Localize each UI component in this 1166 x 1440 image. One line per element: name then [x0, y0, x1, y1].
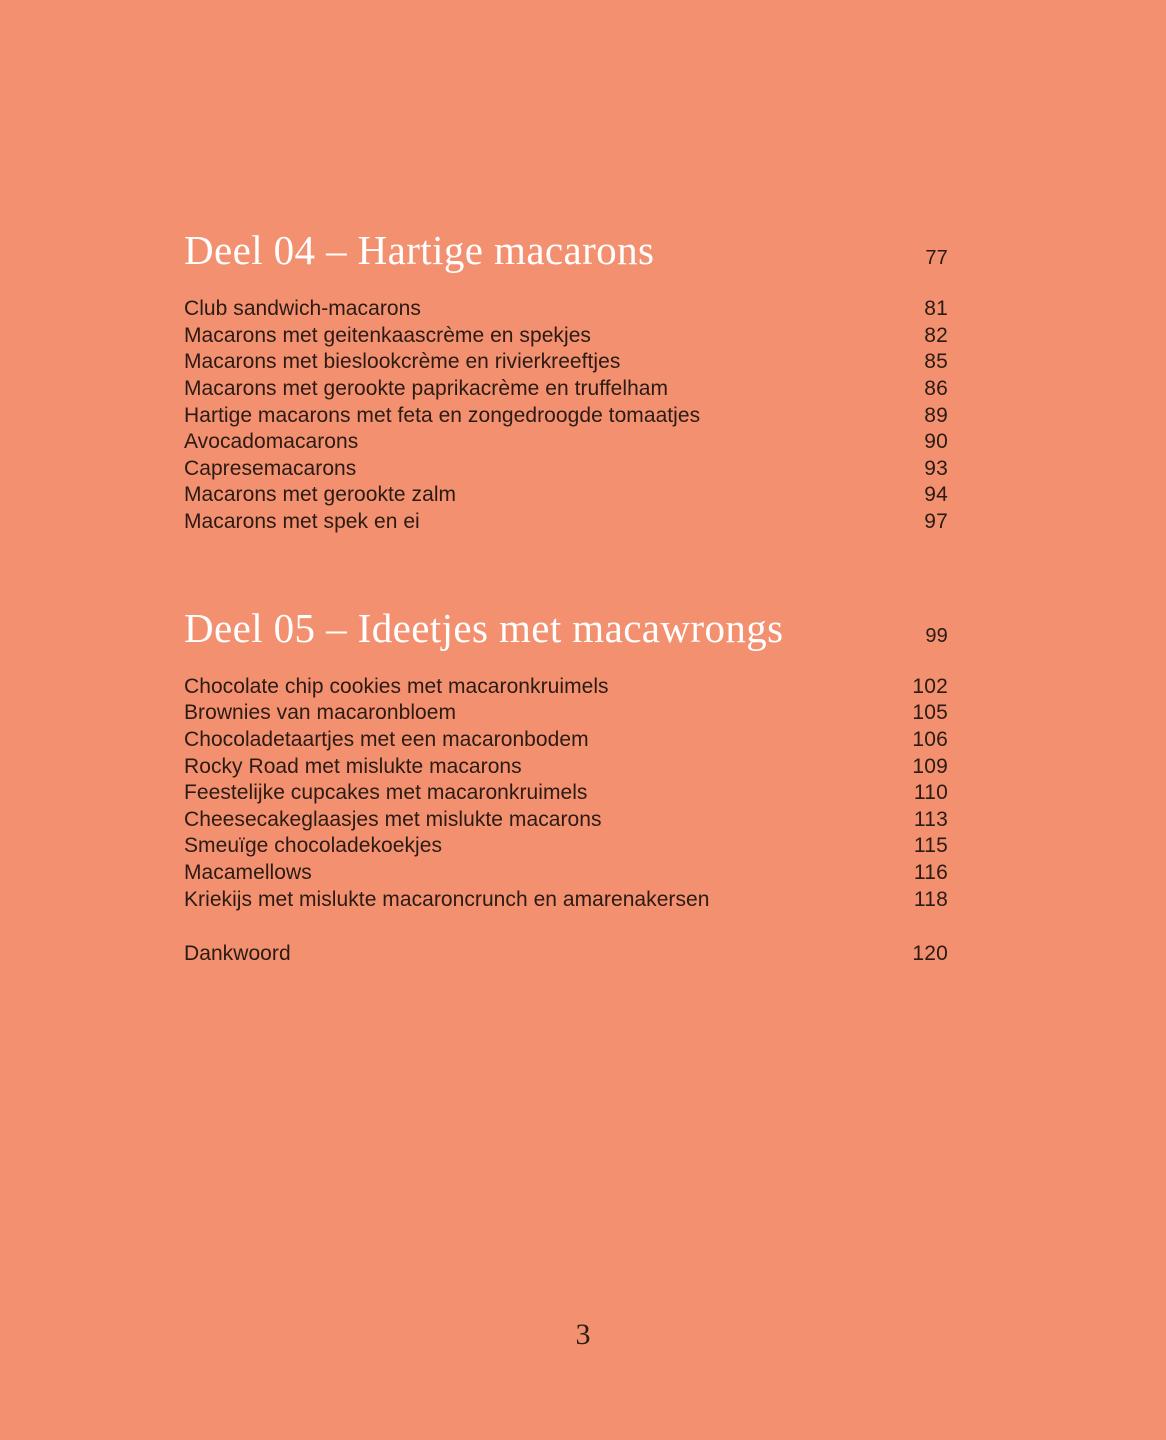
toc-entry[interactable]	[184, 323, 948, 350]
toc-entry-page-number: 86	[924, 377, 948, 401]
toc-entry-page-number: 116	[913, 861, 948, 885]
toc-entry-label: Macarons met spek en ei	[184, 510, 420, 534]
toc-section-title: Deel 04 – Hartige macarons	[184, 227, 655, 273]
toc-entry[interactable]	[184, 754, 948, 781]
toc-entry-page-number: 109	[912, 754, 948, 778]
toc-entry-page-number: 82	[924, 323, 948, 347]
toc-entry-page-number: 118	[913, 887, 948, 911]
toc-entry-label: Macarons met gerookte paprikacrème en truffelham	[184, 377, 669, 401]
toc-entry[interactable]	[184, 482, 948, 509]
toc-entry[interactable]	[184, 727, 948, 754]
toc-entry[interactable]	[184, 674, 948, 701]
toc-entry[interactable]	[184, 780, 948, 807]
toc-entry-label: Macamellows	[184, 861, 312, 885]
toc-entry-label: Macarons met bieslookcrème en rivierkreeftjes	[184, 350, 621, 374]
page-folio-number: 3	[575, 1318, 591, 1351]
toc-entry-page-number: 93	[924, 456, 948, 480]
toc-entry-page-number: 110	[913, 781, 948, 805]
toc-entry-label: Club sandwich-macarons	[184, 297, 421, 321]
toc-entry-label: Feestelijke cupcakes met macaronkruimels	[184, 781, 588, 805]
toc-entry-page-number: 102	[912, 674, 948, 698]
toc-entry-page-number: 115	[913, 834, 948, 858]
table-of-contents	[184, 228, 948, 968]
toc-entry-label: Dankwoord	[184, 942, 291, 966]
toc-entry-label: Cheesecakeglaasjes met mislukte macarons	[184, 807, 602, 831]
toc-entry[interactable]	[184, 403, 948, 430]
toc-entry-label: Capresemacarons	[184, 456, 357, 480]
toc-section-header	[184, 606, 948, 650]
toc-entry-page-number: 120	[912, 942, 948, 966]
toc-entry[interactable]	[184, 349, 948, 376]
toc-entry[interactable]	[184, 807, 948, 834]
toc-entry-closing[interactable]	[184, 941, 948, 968]
toc-entry-label: Rocky Road met mislukte macarons	[184, 754, 522, 778]
toc-entry[interactable]	[184, 376, 948, 403]
toc-entry[interactable]	[184, 887, 948, 914]
toc-entry-label: Smeuïge chocoladekoekjes	[184, 834, 443, 858]
toc-entry[interactable]	[184, 860, 948, 887]
toc-entry[interactable]	[184, 833, 948, 860]
toc-entry[interactable]	[184, 429, 948, 456]
toc-section-header	[184, 228, 948, 272]
toc-section-title: Deel 05 – Ideetjes met macawrongs	[184, 604, 784, 651]
toc-entry-page-number: 94	[924, 483, 948, 507]
toc-entry-label: Brownies van macaronbloem	[184, 701, 457, 725]
toc-entry-page-number: 106	[912, 728, 948, 752]
toc-entry-label: Kriekijs met mislukte macaroncrunch en amarenakersen	[184, 887, 710, 911]
toc-section-page-number: 99	[925, 624, 948, 647]
toc-entry-label: Hartige macarons met feta en zongedroogde tomaatjes	[184, 403, 701, 427]
toc-entry[interactable]	[184, 509, 948, 536]
toc-entry-page-number: 90	[924, 430, 948, 454]
toc-entry-page-number: 89	[924, 403, 948, 427]
toc-entry-page-number: 105	[912, 701, 948, 725]
toc-entry[interactable]	[184, 700, 948, 727]
toc-entry-label: Avocadomacarons	[184, 430, 359, 454]
toc-entry[interactable]	[184, 296, 948, 323]
toc-entry-page-number: 97	[924, 510, 948, 534]
toc-entry-label: Macarons met gerookte zalm	[184, 483, 457, 507]
toc-section	[184, 606, 948, 968]
toc-entry[interactable]	[184, 456, 948, 483]
toc-entry-page-number: 81	[924, 297, 948, 321]
toc-section-page-number: 77	[925, 247, 948, 269]
toc-entry-label: Chocolate chip cookies met macaronkruimels	[184, 674, 609, 698]
toc-entry-label: Chocoladetaartjes met een macaronbodem	[184, 728, 589, 752]
toc-section	[184, 228, 948, 536]
toc-entry-label: Macarons met geitenkaascrème en spekjes	[184, 323, 591, 347]
toc-entry-page-number: 113	[913, 807, 948, 831]
toc-entry-page-number: 85	[924, 350, 948, 374]
